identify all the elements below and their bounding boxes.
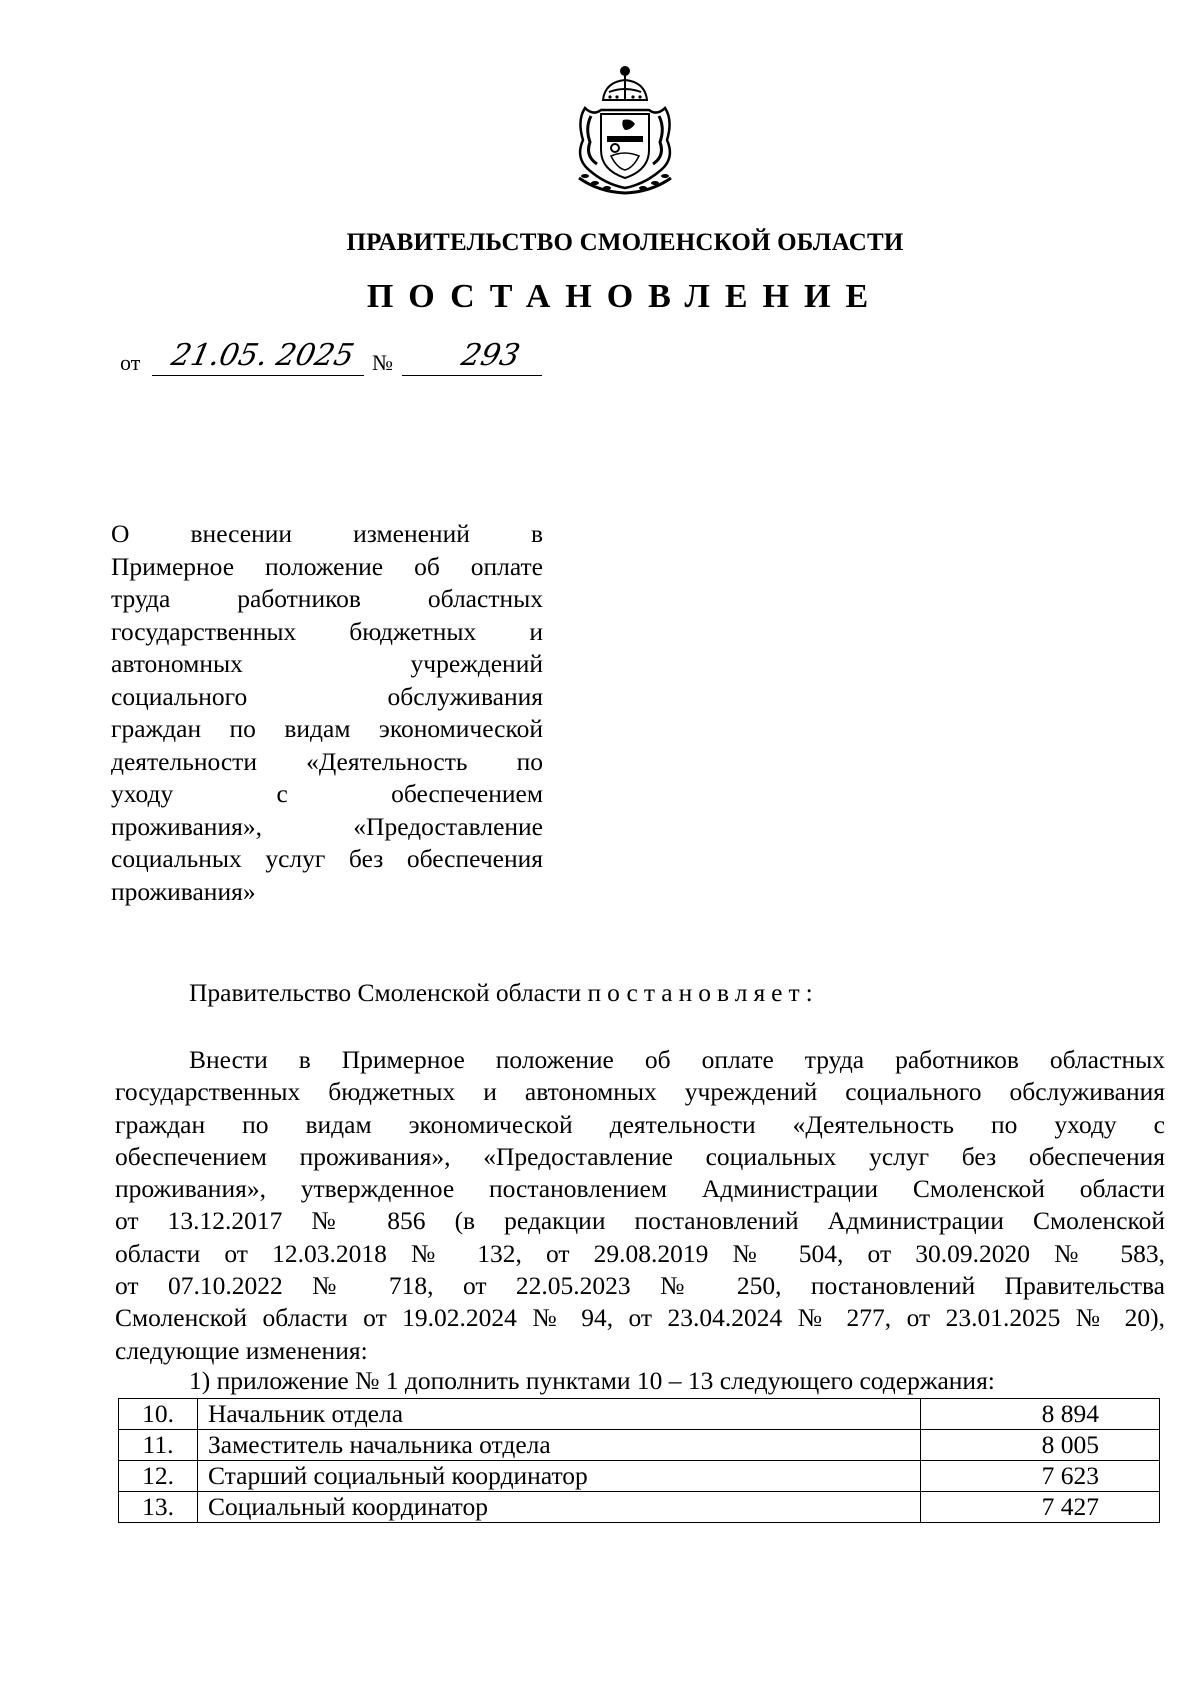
date-field bbox=[152, 338, 364, 376]
row-number: 11. bbox=[119, 1430, 198, 1461]
table-row bbox=[119, 1430, 1160, 1461]
salary-value: 8 894 bbox=[921, 1399, 1160, 1430]
subject-line: труда работников областных bbox=[111, 584, 543, 613]
subject-line: проживания» bbox=[111, 876, 256, 906]
body-line: Внести в Примерное положение об оплате труда работников областных bbox=[189, 1045, 1165, 1074]
subject-line: деятельности «Деятельность по bbox=[111, 746, 543, 776]
organization-name: ПРАВИТЕЛЬСТВО СМОЛЕНСКОЙ ОБЛАСТИ bbox=[346, 229, 904, 256]
decree-verb: постановляет: bbox=[587, 978, 819, 1007]
coat-of-arms-emblem bbox=[565, 60, 685, 195]
body-line: области от 12.03.2018 № 132, от 29.08.2019 № 504, от 30.09.2020 № 583, bbox=[115, 1238, 1165, 1268]
decree-prefix: Правительство Смоленской области bbox=[189, 978, 582, 1007]
document-subject bbox=[111, 518, 543, 908]
handwritten-date: 21.05. 2025 bbox=[168, 338, 358, 373]
salary-value: 8 005 bbox=[921, 1430, 1160, 1461]
subject-line: уходу с обеспечением bbox=[111, 779, 543, 808]
subject-line: автономных учреждений bbox=[111, 649, 543, 678]
position-name: Заместитель начальника отдела bbox=[198, 1430, 921, 1461]
decree-statement bbox=[189, 978, 819, 1008]
number-field bbox=[402, 338, 542, 376]
subject-line: социальных услуг без обеспечения bbox=[111, 844, 543, 873]
body-line: государственных бюджетных и автономных учреждений социального обслуживания bbox=[115, 1077, 1165, 1107]
subject-line: Примерное положение об оплате bbox=[111, 551, 543, 581]
subject-line: граждан по видам экономической bbox=[111, 714, 543, 743]
handwritten-number: 293 bbox=[458, 338, 523, 373]
date-prefix-label: от bbox=[120, 350, 141, 375]
subject-line: государственных бюджетных и bbox=[111, 616, 543, 646]
salary-value: 7 623 bbox=[921, 1461, 1160, 1492]
row-number: 10. bbox=[119, 1399, 198, 1430]
subject-line: О внесении изменений в bbox=[111, 519, 543, 548]
position-name: Социальный координатор bbox=[198, 1492, 921, 1523]
subject-line: социального обслуживания bbox=[111, 681, 543, 711]
number-prefix-label: № bbox=[372, 350, 393, 375]
date-number-line bbox=[120, 340, 580, 380]
document-type-title: ПОСТАНОВЛЕНИЕ bbox=[366, 278, 884, 315]
body-line: проживания», утвержденное постановлением Администрации Смоленской области bbox=[115, 1174, 1165, 1204]
position-name: Старший социальный координатор bbox=[198, 1461, 921, 1492]
body-line: граждан по видам экономической деятельности «Деятельность по уходу с bbox=[115, 1109, 1165, 1139]
row-number: 13. bbox=[119, 1492, 198, 1523]
position-name: Начальник отдела bbox=[198, 1399, 921, 1430]
body-line: следующие изменения: bbox=[115, 1335, 368, 1365]
positions-table bbox=[118, 1398, 1160, 1523]
body-line: от 13.12.2017 № 856 (в редакции постановлений Администрации Смоленской bbox=[115, 1206, 1165, 1236]
subject-line: проживания», «Предоставление bbox=[111, 811, 543, 841]
salary-value: 7 427 bbox=[921, 1492, 1160, 1523]
body-line: от 07.10.2022 № 718, от 22.05.2023 № 250, постановлений Правительства bbox=[115, 1271, 1165, 1301]
row-number: 12. bbox=[119, 1461, 198, 1492]
table-row bbox=[119, 1492, 1160, 1523]
body-line: Смоленской области от 19.02.2024 № 94, от 23.04.2024 № 277, от 23.01.2025 № 20), bbox=[115, 1303, 1165, 1333]
amendment-item-intro: 1) приложение № 1 дополнить пунктами 10 – 13 следующего содержания: bbox=[189, 1366, 995, 1395]
body-line: обеспечением проживания», «Предоставление социальных услуг без обеспечения bbox=[115, 1141, 1165, 1171]
table-row bbox=[119, 1399, 1160, 1430]
table-row bbox=[119, 1461, 1160, 1492]
decree-body bbox=[115, 1044, 1165, 1367]
